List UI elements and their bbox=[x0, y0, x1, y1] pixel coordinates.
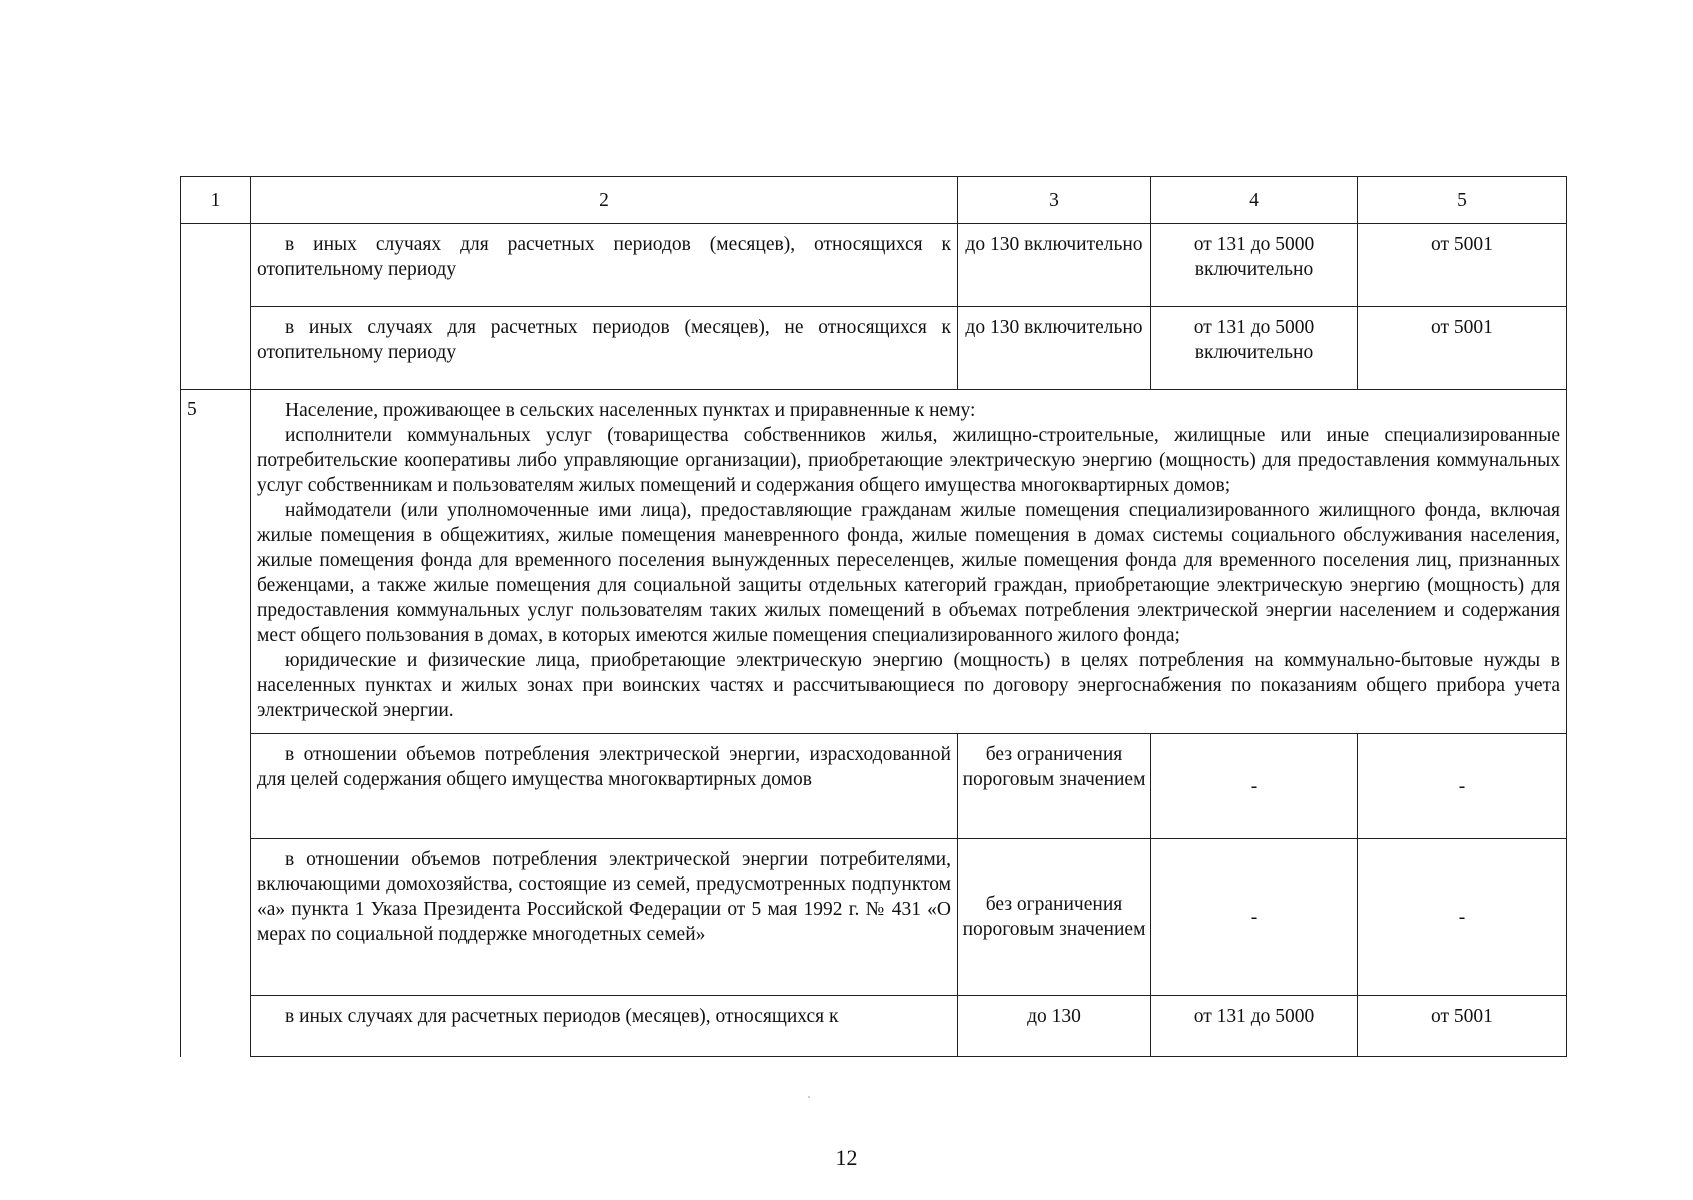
range-high-cell: - bbox=[1358, 734, 1567, 839]
range-mid-cell: - bbox=[1151, 734, 1358, 839]
header-cell-1: 1 bbox=[181, 177, 251, 224]
row-description: в отношении объемов потребления электрической энергии потребителями, включающими домохозяйства, состоящие из семей, предусмотренных подпунктом «а» пункта 1 Указа Президента Российской Федерации от 5 мая 1992 г. № 431 «О мерах по социальной поддержке многодетных семей» bbox=[251, 839, 958, 996]
header-cell-4: 4 bbox=[1151, 177, 1358, 224]
range-high-cell: от 5001 bbox=[1358, 224, 1567, 307]
range-low-cell: без ограничения пороговым значением bbox=[958, 734, 1151, 839]
row-description: в иных случаях для расчетных периодов (месяцев), не относящихся к отопительному периоду bbox=[251, 307, 958, 390]
row-description: в отношении объемов потребления электрической энергии, израсходованной для целей содержания общего имущества многоквартирных домов bbox=[251, 734, 958, 839]
range-low-cell: без ограничения пороговым значением bbox=[958, 839, 1151, 996]
section-paragraph: Население, проживающее в сельских населенных пунктах и приравненные к нему: bbox=[285, 400, 976, 421]
table-row bbox=[181, 307, 1567, 390]
table-row bbox=[181, 996, 1567, 1057]
section-paragraph: юридические и физические лица, приобретающие электрическую энергию (мощность) в целях потребления на коммунально-бытовые нужды в населенных пунктах и жилых зонах при воинских частях и рассчитывающиеся по договору энергоснабжения по показаниям общего прибора учета электрической энергии. bbox=[257, 650, 1560, 721]
row-number-empty bbox=[181, 734, 251, 1057]
range-high-cell: - bbox=[1358, 839, 1567, 996]
range-high-cell: от 5001 bbox=[1358, 307, 1567, 390]
row-description: в иных случаях для расчетных периодов (месяцев), относящихся к отопительному периоду bbox=[251, 224, 958, 307]
table-row bbox=[181, 734, 1567, 839]
section-number: 5 bbox=[181, 390, 251, 734]
table-row bbox=[181, 839, 1567, 996]
section-5-description bbox=[251, 390, 1567, 734]
page-number: 12 bbox=[835, 1145, 858, 1170]
range-mid-cell: от 131 до 5000 включительно bbox=[1151, 224, 1358, 307]
header-cell-5: 5 bbox=[1358, 177, 1567, 224]
range-mid-cell: от 131 до 5000 bbox=[1151, 996, 1358, 1057]
header-cell-3: 3 bbox=[958, 177, 1151, 224]
row-description: в иных случаях для расчетных периодов (месяцев), относящихся к bbox=[251, 996, 958, 1057]
table-row bbox=[181, 224, 1567, 307]
table-header-row bbox=[181, 177, 1567, 224]
tariff-table bbox=[180, 176, 1567, 1057]
range-low-cell: до 130 bbox=[958, 996, 1151, 1057]
range-low-cell: до 130 включительно bbox=[958, 307, 1151, 390]
header-cell-2: 2 bbox=[251, 177, 958, 224]
range-mid-cell: от 131 до 5000 включительно bbox=[1151, 307, 1358, 390]
range-low-cell: до 130 включительно bbox=[958, 224, 1151, 307]
range-high-cell: от 5001 bbox=[1358, 996, 1567, 1057]
scan-dot bbox=[808, 1096, 810, 1098]
row-number-empty bbox=[181, 224, 251, 390]
section-5-header-row bbox=[181, 390, 1567, 734]
section-paragraph: наймодатели (или уполномоченные ими лица), предоставляющие гражданам жилые помещения специализированного жилищного фонда, включая жилые помещения в общежитиях, жилые помещения маневренного фонда, жилые помещения в домах системы социального обслуживания населения, жилые помещения фонда для временного поселения вынужденных переселенцев, жилые помещения фонда для временного поселения лиц, признанных беженцами, а также жилые помещения для социальной защиты отдельных категорий граждан, приобретающие электрическую энергию (мощность) для предоставления коммунальных услуг пользователям таких жилых помещений в объемах потребления электрической энергии населением и содержания мест общего пользования в домах, в которых имеются жилые помещения специализированного жилого фонда; bbox=[257, 500, 1560, 646]
section-paragraph: исполнители коммунальных услуг (товарищества собственников жилья, жилищно-строительные, жилищные или иные специализированные потребительские кооперативы либо управляющие организации), приобретающие электрическую энергию (мощность) для предоставления коммунальных услуг собственникам и пользователям жилых помещений и содержания общего имущества многоквартирных домов; bbox=[257, 425, 1560, 496]
range-mid-cell: - bbox=[1151, 839, 1358, 996]
